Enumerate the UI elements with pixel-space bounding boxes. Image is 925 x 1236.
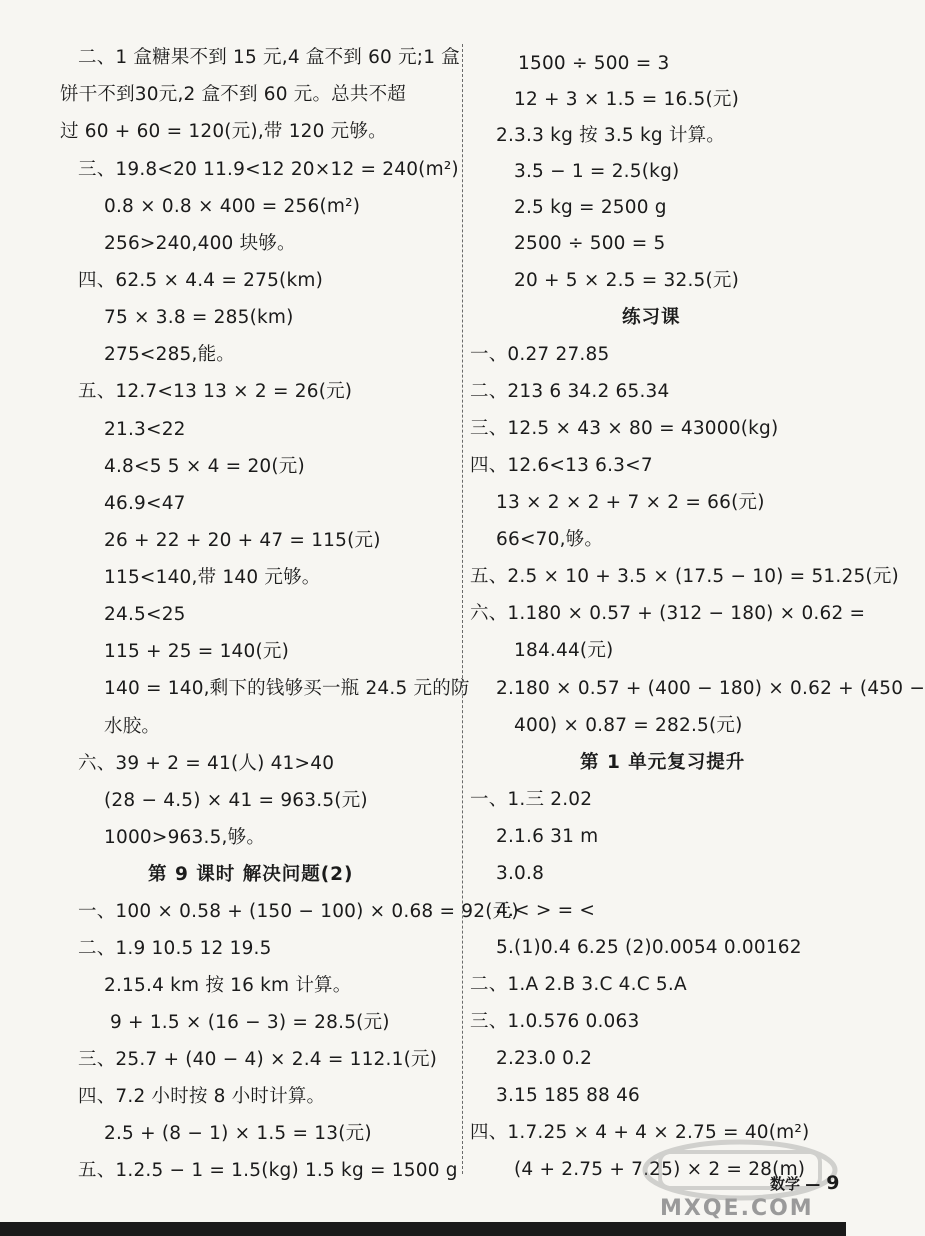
- section-heading: 第 1 单元复习提升: [580, 752, 746, 773]
- answer-line: 26 + 22 + 20 + 47 = 115(元): [104, 530, 381, 551]
- answer-line: 过 60 + 60 = 120(元),带 120 元够。: [60, 121, 387, 142]
- watermark-text: MXQE.COM: [660, 1196, 814, 1221]
- answer-line: 2.1.6 31 m: [496, 826, 599, 847]
- section-heading: 练习课: [622, 307, 681, 328]
- answer-line: 400) × 0.87 = 282.5(元): [514, 715, 743, 736]
- answer-line: 四、1.7.25 × 4 + 4 × 2.75 = 40(m²): [470, 1122, 810, 1143]
- answer-line: 二、1 盒糖果不到 15 元,4 盒不到 60 元;1 盒: [78, 47, 460, 68]
- answer-line: 3.0.8: [496, 863, 545, 884]
- answer-line: 3.15 185 88 46: [496, 1085, 641, 1106]
- answer-line: (4 + 2.75 + 7.25) × 2 = 28(m): [514, 1159, 806, 1180]
- answer-line: 饼干不到30元,2 盒不到 60 元。总共不超: [60, 84, 406, 105]
- answer-line: 115 + 25 = 140(元): [104, 641, 290, 662]
- answer-line: 一、0.27 27.85: [470, 344, 610, 365]
- answer-line: 一、1.三 2.02: [470, 789, 593, 810]
- answer-line: 一、100 × 0.58 + (150 − 100) × 0.68 = 92(元): [78, 901, 519, 922]
- answer-line: 3.5 − 1 = 2.5(kg): [514, 161, 680, 182]
- answer-line: 256>240,400 块够。: [104, 233, 296, 254]
- answer-line: 三、1.0.576 0.063: [470, 1011, 640, 1032]
- answer-line: 4.8<5 5 × 4 = 20(元): [104, 456, 305, 477]
- column-divider: [462, 44, 463, 1174]
- answer-line: 21.3<22: [104, 419, 186, 440]
- bottom-border: [0, 1222, 846, 1236]
- answer-line: 20 + 5 × 2.5 = 32.5(元): [514, 270, 740, 291]
- answer-line: (28 − 4.5) × 41 = 963.5(元): [104, 790, 368, 811]
- answer-line: 二、1.A 2.B 3.C 4.C 5.A: [470, 974, 687, 995]
- answer-line: 140 = 140,剩下的钱够买一瓶 24.5 元的防: [104, 678, 470, 699]
- answer-line: 1500 ÷ 500 = 3: [518, 53, 670, 74]
- page-footer: 数学 — 9: [770, 1172, 840, 1194]
- answer-line: 六、1.180 × 0.57 + (312 − 180) × 0.62 =: [470, 603, 866, 624]
- answer-line: 2.23.0 0.2: [496, 1048, 593, 1069]
- answer-line: 四、12.6<13 6.3<7: [470, 455, 653, 476]
- answer-line: 115<140,带 140 元够。: [104, 567, 321, 588]
- answer-line: 三、19.8<20 11.9<12 20×12 = 240(m²): [78, 159, 459, 180]
- answer-line: 66<70,够。: [496, 529, 604, 550]
- answer-line: 46.9<47: [104, 493, 186, 514]
- answer-line: 2.5 kg = 2500 g: [514, 197, 667, 218]
- answer-line: 275<285,能。: [104, 344, 236, 365]
- answer-line: 12 + 3 × 1.5 = 16.5(元): [514, 89, 740, 110]
- answer-line: 184.44(元): [514, 640, 614, 661]
- answer-line: 2.3.3 kg 按 3.5 kg 计算。: [496, 125, 726, 146]
- answer-line: 2.5 + (8 − 1) × 1.5 = 13(元): [104, 1123, 372, 1144]
- answer-line: 2.15.4 km 按 16 km 计算。: [104, 975, 352, 996]
- answer-line: 二、213 6 34.2 65.34: [470, 381, 670, 402]
- section-heading: 第 9 课时 解决问题(2): [148, 864, 354, 885]
- answer-line: 四、62.5 × 4.4 = 275(km): [78, 270, 324, 291]
- answer-line: 五、2.5 × 10 + 3.5 × (17.5 − 10) = 51.25(元): [470, 566, 899, 587]
- answer-line: 9 + 1.5 × (16 − 3) = 28.5(元): [110, 1012, 390, 1033]
- answer-line: 0.8 × 0.8 × 400 = 256(m²): [104, 196, 361, 217]
- answer-line: 5.(1)0.4 6.25 (2)0.0054 0.00162: [496, 937, 802, 958]
- answer-line: 1000>963.5,够。: [104, 827, 266, 848]
- subject-label: 数学: [770, 1175, 801, 1193]
- answer-line: 二、1.9 10.5 12 19.5: [78, 938, 272, 959]
- answer-line: 4.< > = <: [496, 900, 596, 921]
- answer-line: 24.5<25: [104, 604, 186, 625]
- page-number: 9: [826, 1172, 840, 1194]
- answer-line: 四、7.2 小时按 8 小时计算。: [78, 1086, 326, 1107]
- answer-line: 五、12.7<13 13 × 2 = 26(元): [78, 381, 353, 402]
- answer-line: 三、25.7 + (40 − 4) × 2.4 = 112.1(元): [78, 1049, 438, 1070]
- answer-line: 13 × 2 × 2 + 7 × 2 = 66(元): [496, 492, 765, 513]
- answer-line: 75 × 3.8 = 285(km): [104, 307, 294, 328]
- answer-line: 2.180 × 0.57 + (400 − 180) × 0.62 + (450 −: [496, 678, 925, 699]
- answer-line: 水胶。: [104, 716, 161, 737]
- answer-line: 五、1.2.5 − 1 = 1.5(kg) 1.5 kg = 1500 g: [78, 1160, 458, 1181]
- answer-line: 2500 ÷ 500 = 5: [514, 233, 666, 254]
- answer-line: 三、12.5 × 43 × 80 = 43000(kg): [470, 418, 779, 439]
- answer-line: 六、39 + 2 = 41(人) 41>40: [78, 753, 335, 774]
